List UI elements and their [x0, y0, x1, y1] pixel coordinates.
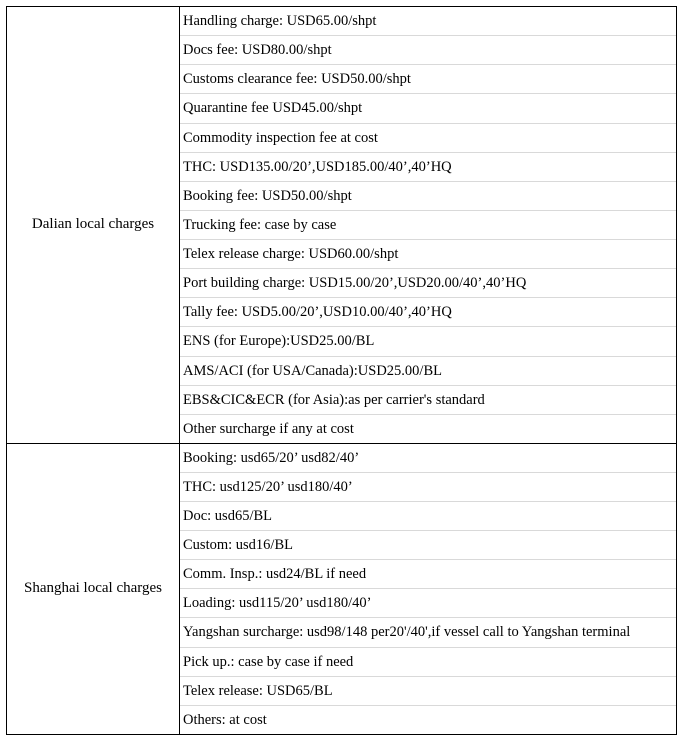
charge-item: ENS (for Europe):USD25.00/BL — [180, 327, 676, 356]
charge-item: Trucking fee: case by case — [180, 211, 676, 240]
shanghai-items-cell — [180, 443, 677, 734]
charge-item: Pick up.: case by case if need — [180, 648, 676, 677]
charge-item: Others: at cost — [183, 711, 267, 728]
dalian-items-cell — [180, 7, 677, 444]
charge-item: Handling charge: USD65.00/shpt — [180, 7, 676, 36]
charge-item: Commodity inspection fee at cost — [180, 124, 676, 153]
charge-item: Booking: usd65/20’ usd82/40’ — [180, 444, 676, 473]
charge-item: Telex release charge: USD60.00/shpt — [180, 240, 676, 269]
charge-item: THC: USD135.00/20’,USD185.00/40’,40’HQ — [180, 153, 676, 182]
charge-item: Yangshan surcharge: usd98/148 per20'/40',if vessel call to Yangshan terminal — [180, 618, 676, 647]
charge-item: Doc: usd65/BL — [180, 502, 676, 531]
charge-item: EBS&CIC&ECR (for Asia):as per carrier's standard — [180, 386, 676, 415]
charge-item: Custom: usd16/BL — [180, 531, 676, 560]
charge-item: Booking fee: USD50.00/shpt — [180, 182, 676, 211]
charge-item: Docs fee: USD80.00/shpt — [180, 36, 676, 65]
shanghai-port-cell: Shanghai local charges — [7, 443, 180, 734]
dalian-charge-list — [180, 7, 676, 443]
charge-item: Tally fee: USD5.00/20’,USD10.00/40’,40’HQ — [180, 298, 676, 327]
dalian-row — [7, 7, 677, 444]
charge-item: Quarantine fee USD45.00/shpt — [180, 94, 676, 123]
charge-item: Loading: usd115/20’ usd180/40’ — [180, 589, 676, 618]
charge-item: THC: usd125/20’ usd180/40’ — [180, 473, 676, 502]
charge-item: AMS/ACI (for USA/Canada):USD25.00/BL — [180, 357, 676, 386]
charge-item: Telex release: USD65/BL — [180, 677, 676, 706]
charge-item: Comm. Insp.: usd24/BL if need — [180, 560, 676, 589]
shanghai-row — [7, 443, 677, 734]
local-charges-table — [6, 6, 677, 735]
charge-item: Port building charge: USD15.00/20’,USD20.00/40’,40’HQ — [180, 269, 676, 298]
charge-item: Customs clearance fee: USD50.00/shpt — [180, 65, 676, 94]
dalian-port-cell: Dalian local charges — [7, 7, 180, 444]
charge-item: Other surcharge if any at cost — [183, 420, 354, 437]
shanghai-charge-list — [180, 444, 676, 734]
